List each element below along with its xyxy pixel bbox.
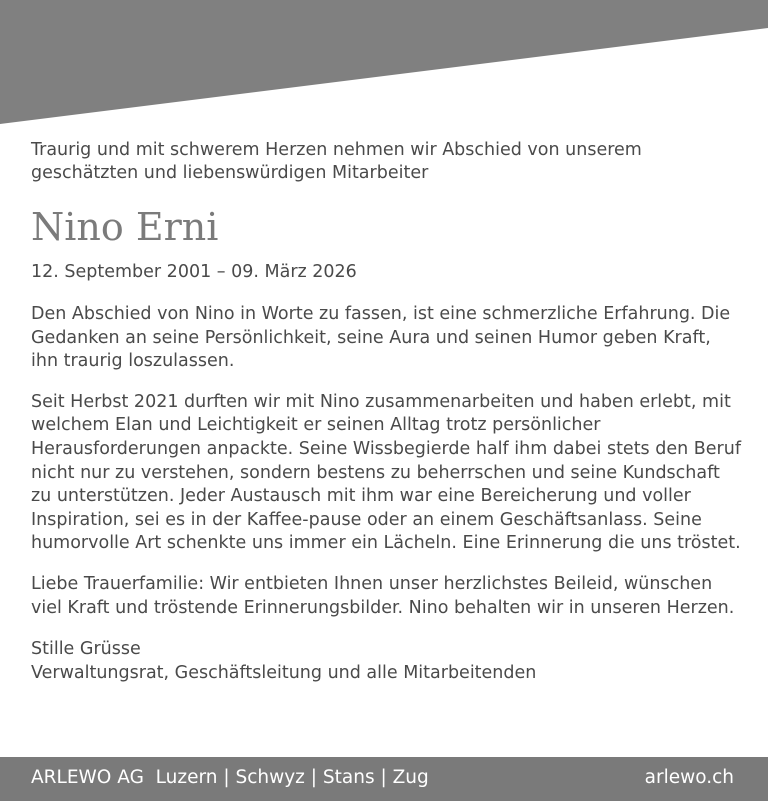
paragraph-tribute: Seit Herbst 2021 durften wir mit Nino zusammenarbeiten und haben erlebt, mit welchem Elan und Leichtigkeit er seinen Alltag trotz persönlicher Herausforderungen anpackte. Seine Wissbegierde half ihm dabei stets den Beruf nicht nur zu verstehen, sondern bestens zu beherrschen und seine Kundschaft zu unterstützen. Jeder Austausch mit ihm war eine Bereicherung und voller Inspiration, sei es in der Kaffee-pause oder an einem Geschäftsanlass. Seine humorvolle Art schenkte uns immer ein Lächeln. Eine Erinnerung die uns tröstet. (31, 391, 741, 554)
intro-text: Traurig und mit schwerem Herzen nehmen wir Abschied von unserem geschätzten und liebenswürdigen Mitarbeiter (31, 140, 642, 183)
footer-company: ARLEWO AG Luzern | Schwyz | Stans | Zug (31, 767, 429, 788)
top-banner-shape (0, 0, 768, 130)
life-dates: 12. September 2001 – 09. März 2026 (31, 262, 357, 282)
obituary-content (31, 139, 741, 685)
paragraph-farewell: Den Abschied von Nino in Worte zu fassen, ist eine schmerzliche Erfahrung. Die Gedanken an seine Persönlichkeit, seine Aura und seinen Humor geben Kraft, ihn traurig loszulassen. (31, 304, 731, 372)
closing-signatories: Verwaltungsrat, Geschäftsleitung und alle Mitarbeitenden (31, 663, 537, 684)
deceased-name: Nino Erni (31, 205, 219, 249)
closing-block (31, 637, 741, 685)
paragraph-condolences: Liebe Trauerfamilie: Wir entbieten Ihnen unser herzlichstes Beileid, wünschen viel Kraft und tröstende Erinnerungsbilder. Nino behalten wir in unseren Herzen. (31, 573, 735, 618)
footer-website: arlewo.ch (644, 767, 734, 788)
footer-bar (0, 757, 768, 801)
closing-greeting: Stille Grüsse (31, 639, 141, 660)
